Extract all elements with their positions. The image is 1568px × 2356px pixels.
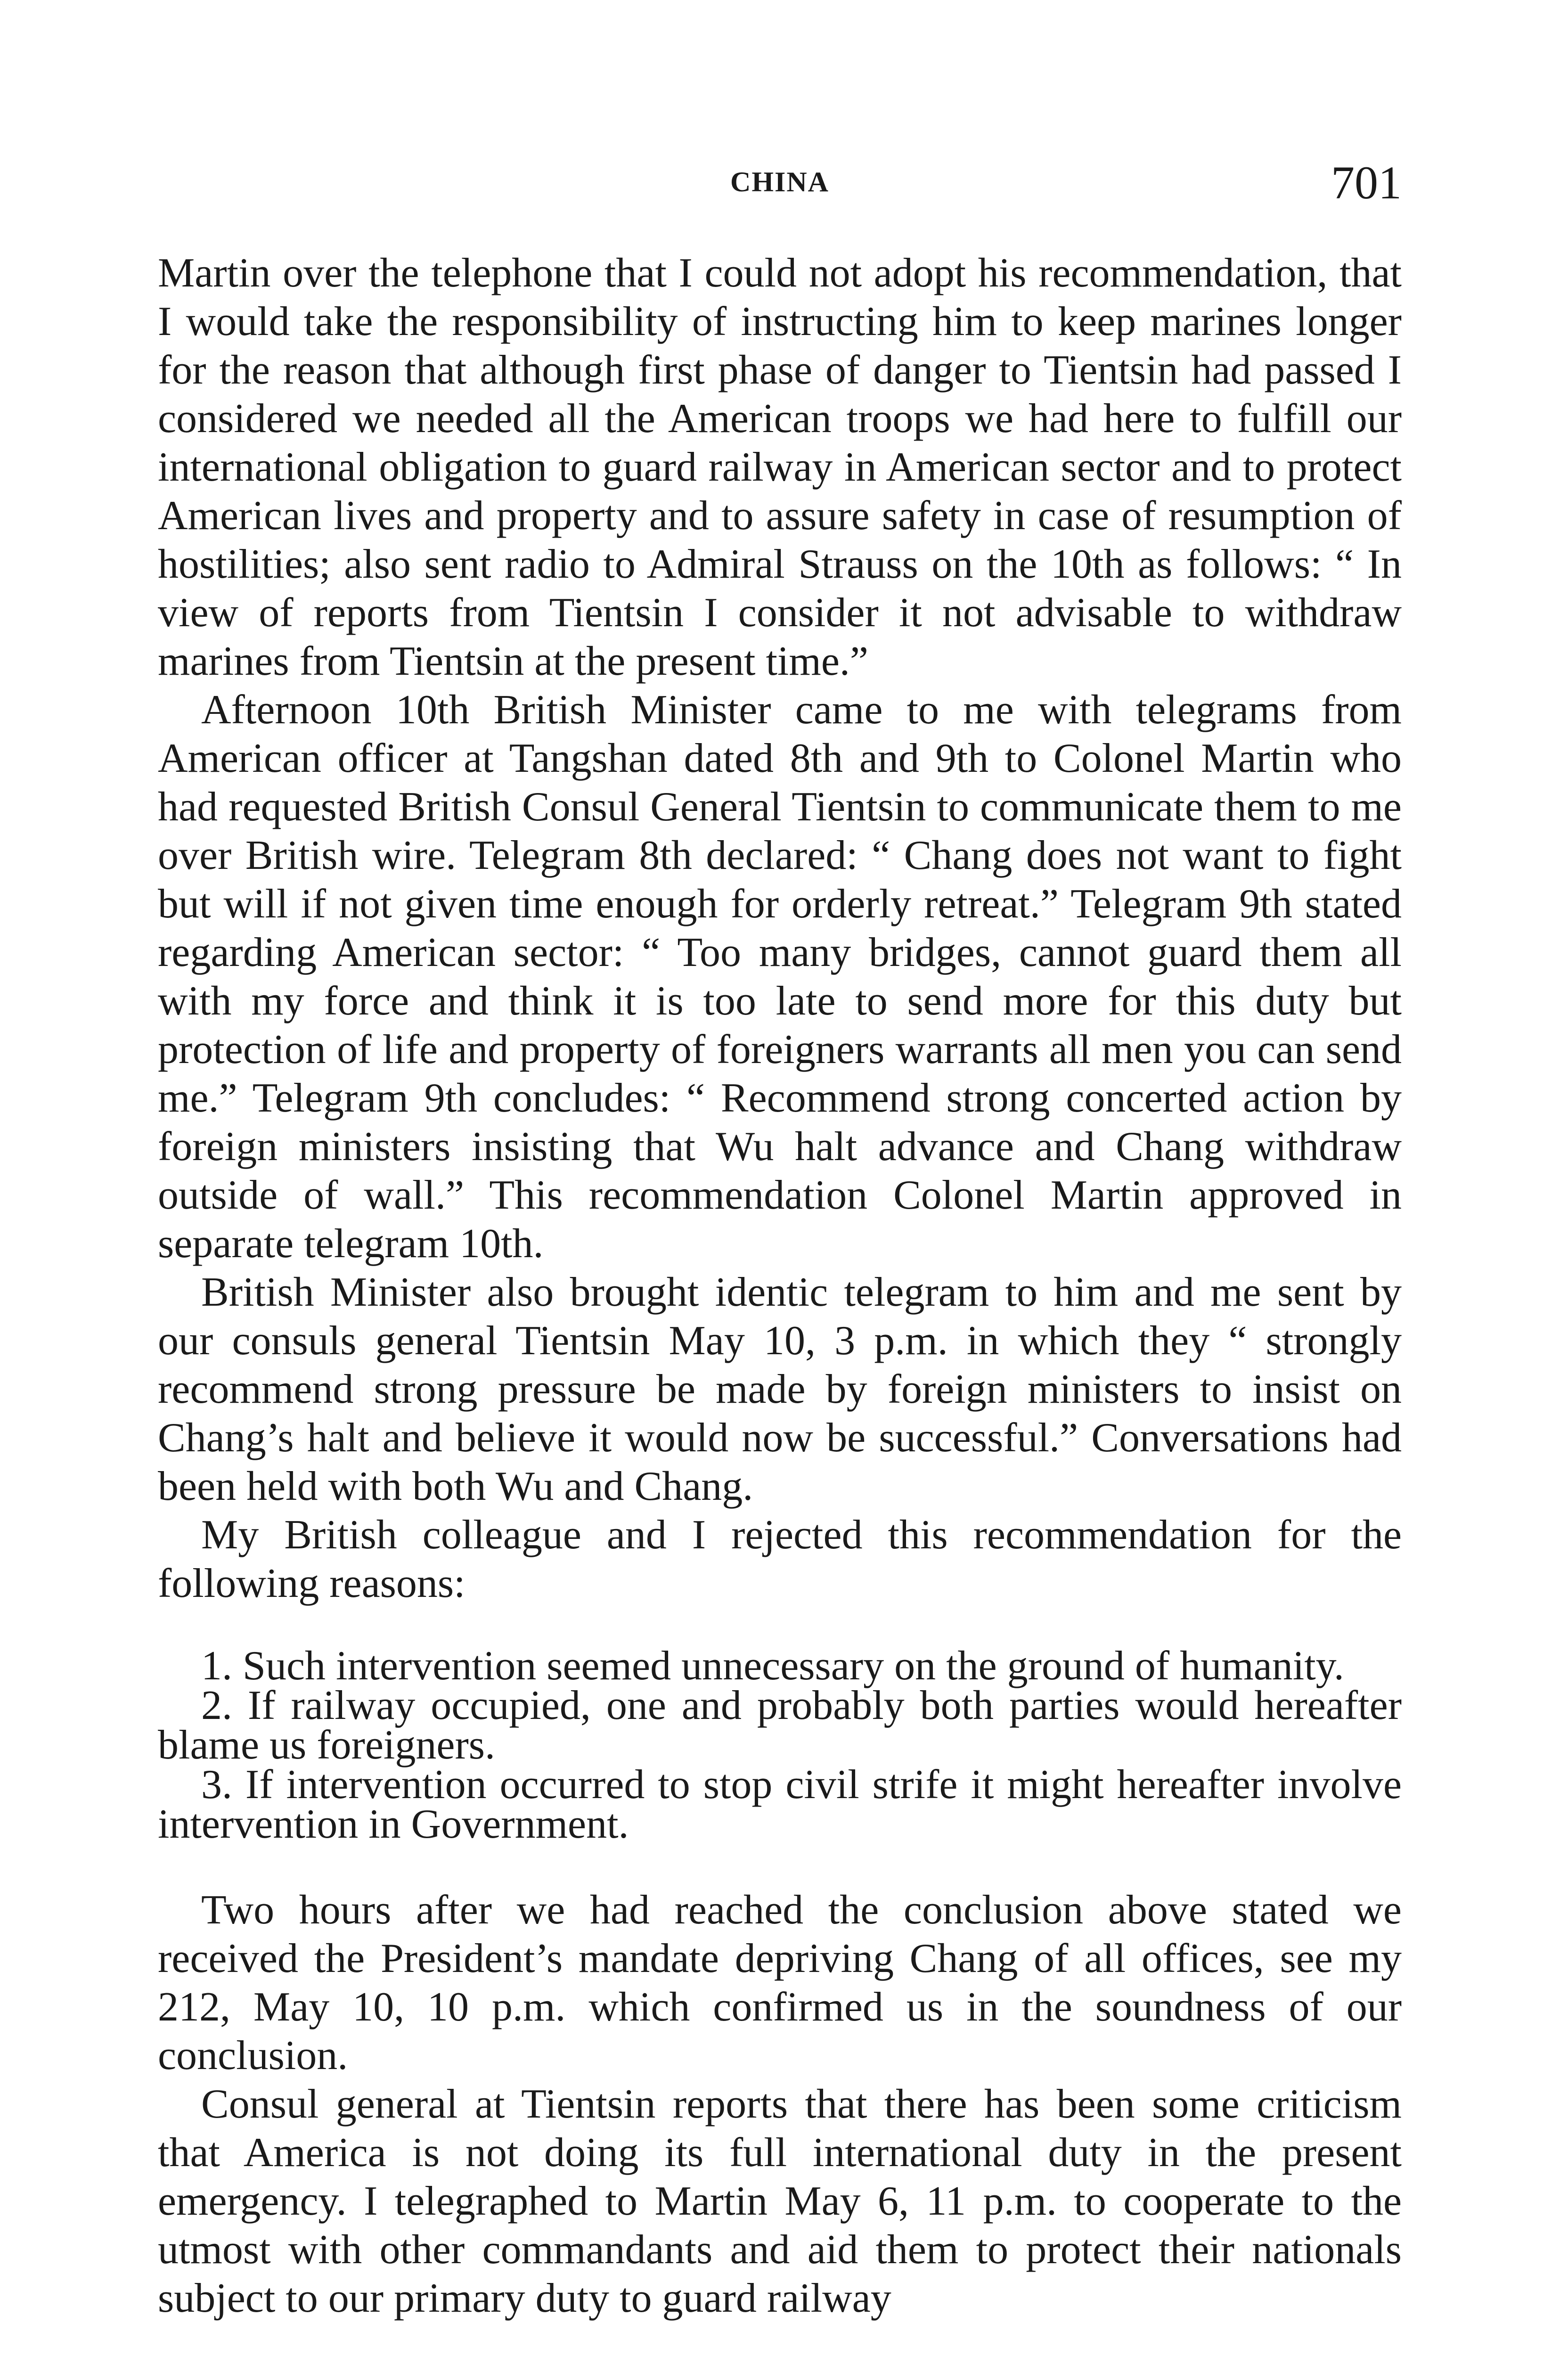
- running-head: [158, 137, 1402, 212]
- list-item: 1. Such intervention seemed unnecessary on the ground of humanity.: [201, 1643, 1344, 1689]
- paragraph-6: Consul general at Tientsin reports that there has been some criticism that America is not doing its full international duty in the present emergency. I telegraphed to Martin May 6, 11 p.m. to cooperate to the utmost with other commandants and aid them to protect their nationals subject to our primary duty to guard railway: [158, 2081, 1402, 2321]
- running-title: CHINA: [730, 166, 829, 197]
- page-number: 701: [1331, 156, 1402, 209]
- reasons-list: [158, 1643, 1402, 1847]
- list-item: 2. If railway occupied, one and probably both parties would hereafter blame us foreigners.: [158, 1683, 1402, 1768]
- paragraph-2: Afternoon 10th British Minister came to me with telegrams from American officer at Tangshan dated 8th and 9th to Colonel Martin who had requested British Consul General Tientsin to communicate them to me over British wire. Telegram 8th declared: “ Chang does not want to fight but will if not given time enough for orderly retreat.” Telegram 9th stated regarding American sector: “ Too many bridges, cannot guard them all with my force and think it is too late to send more for this duty but protection of life and property of foreigners warrants all men you can send me.” Telegram 9th concludes: “ Recommend strong concerted action by foreign ministers insisting that Wu halt advance and Chang withdraw outside of wall.” This recommendation Colonel Martin approved in separate telegram 10th.: [158, 687, 1402, 1267]
- body-text: [158, 249, 1402, 2323]
- paragraph-4: My British colleague and I rejected this recommendation for the following reasons:: [158, 1512, 1402, 1606]
- paragraph-3: British Minister also brought identic telegram to him and me sent by our consuls general Tientsin May 10, 3 p.m. in which they “ strongly recommend strong pressure be made by foreign ministers to insist on Chang’s halt and believe it would now be successful.” Conversations had been held with both Wu and Chang.: [158, 1269, 1402, 1509]
- paragraph-5: Two hours after we had reached the conclusion above stated we received the President’s mandate depriving Chang of all offices, see my 212, May 10, 10 p.m. which confirmed us in the soundness of our conclusion.: [158, 1887, 1402, 2078]
- document-page: [158, 137, 1402, 2356]
- paragraph-1: Martin over the telephone that I could not adopt his recommendation, that I would take the responsibility of instructing him to keep marines longer for the reason that although first phase of danger to Tientsin had passed I considered we needed all the American troops we had here to fulfill our international obligation to guard railway in American sector and to protect American lives and property and to assure safety in case of resumption of hostilities; also sent radio to Admiral Strauss on the 10th as follows: “ In view of reports from Tientsin I consider it not advisable to withdraw marines from Tientsin at the present time.”: [158, 250, 1402, 684]
- list-item: 3. If intervention occurred to stop civil strife it might hereafter involve intervention in Government.: [158, 1762, 1402, 1847]
